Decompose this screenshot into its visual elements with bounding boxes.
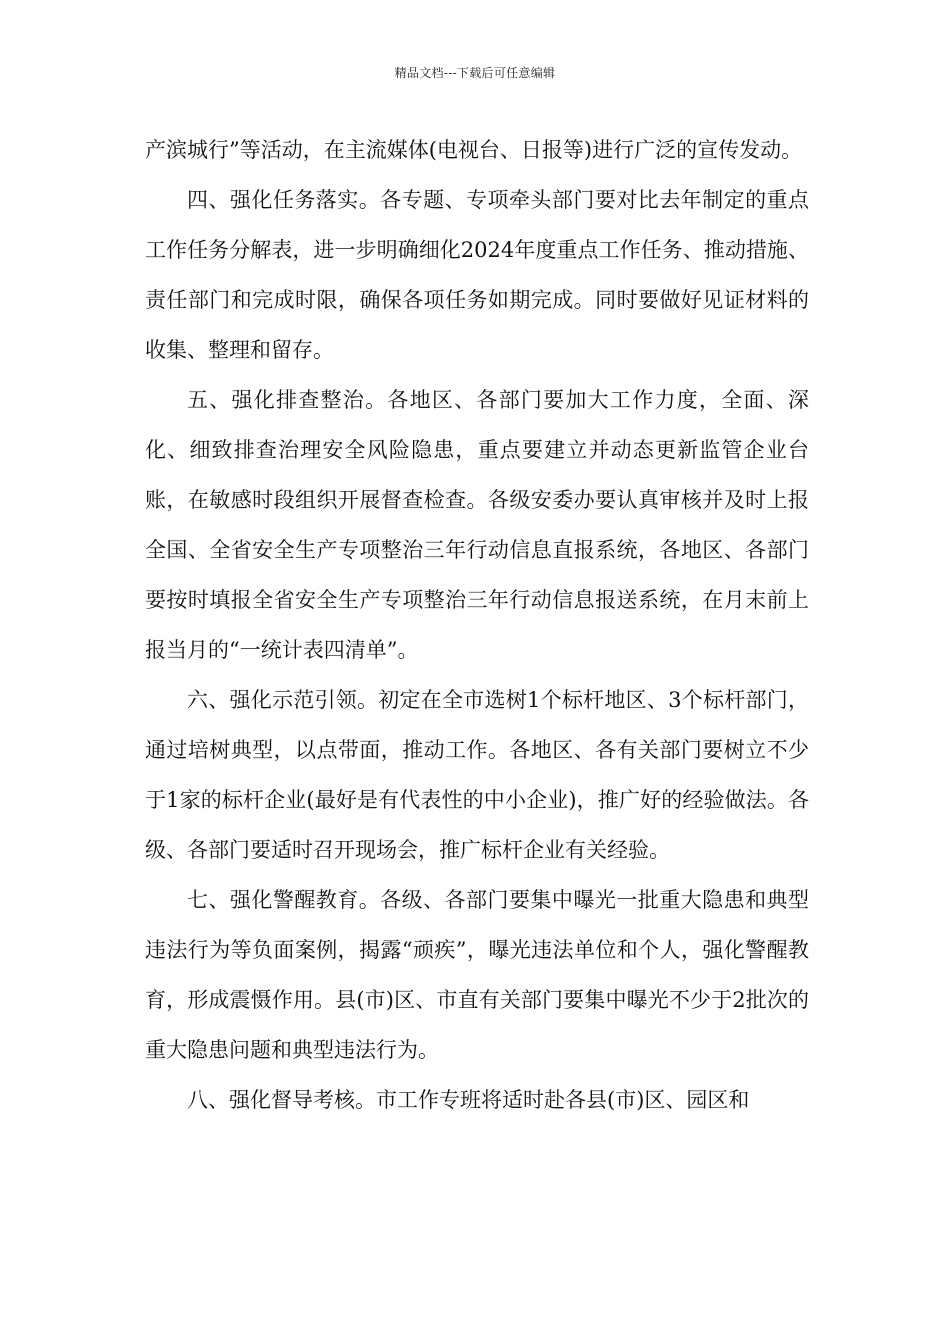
- page-header: 精品文档---下载后可任意编辑: [394, 66, 556, 80]
- document-body: [145, 125, 809, 1125]
- paragraph-demonstration-guidance: 六、强化示范引领。初定在全市选树1个标杆地区、3个标杆部门，通过培树典型，以点带面，推动工作。各地区、各有关部门要树立不少于1家的标杆企业(最好是有代表性的中小企业)，推广好的经验做法。各级、各部门要适时召开现场会，推广标杆企业有关经验。: [145, 688, 809, 862]
- paragraph-supervision-assessment: 八、强化督导考核。市工作专班将适时赴各县(市)区、园区和: [187, 1088, 750, 1112]
- paragraph-warning-education: 七、强化警醒教育。各级、各部门要集中曝光一批重大隐患和典型违法行为等负面案例，揭露“顽疾”，曝光违法单位和个人，强化警醒教育，形成震慑作用。县(市)区、市直有关部门要集中曝光不少于2批次的重大隐患问题和典型违法行为。: [145, 888, 809, 1062]
- paragraph-continuation: 产滨城行”等活动，在主流媒体(电视台、日报等)进行广泛的宣传发动。: [145, 138, 803, 162]
- paragraph-task-implementation: 四、强化任务落实。各专题、专项牵头部门要对比去年制定的重点工作任务分解表，进一步明确细化2024年度重点工作任务、推动措施、责任部门和完成时限，确保各项任务如期完成。同时要做好见证材料的收集、整理和留存。: [145, 188, 809, 362]
- paragraph-inspection-rectification: 五、强化排查整治。各地区、各部门要加大工作力度，全面、深化、细致排查治理安全风险隐患，重点要建立并动态更新监管企业台账，在敏感时段组织开展督查检查。各级安委办要认真审核并及时上报全国、全省安全生产专项整治三年行动信息直报系统，各地区、各部门要按时填报全省安全生产专项整治三年行动信息报送系统，在月末前上报当月的“一统计表四清单”。: [145, 388, 809, 662]
